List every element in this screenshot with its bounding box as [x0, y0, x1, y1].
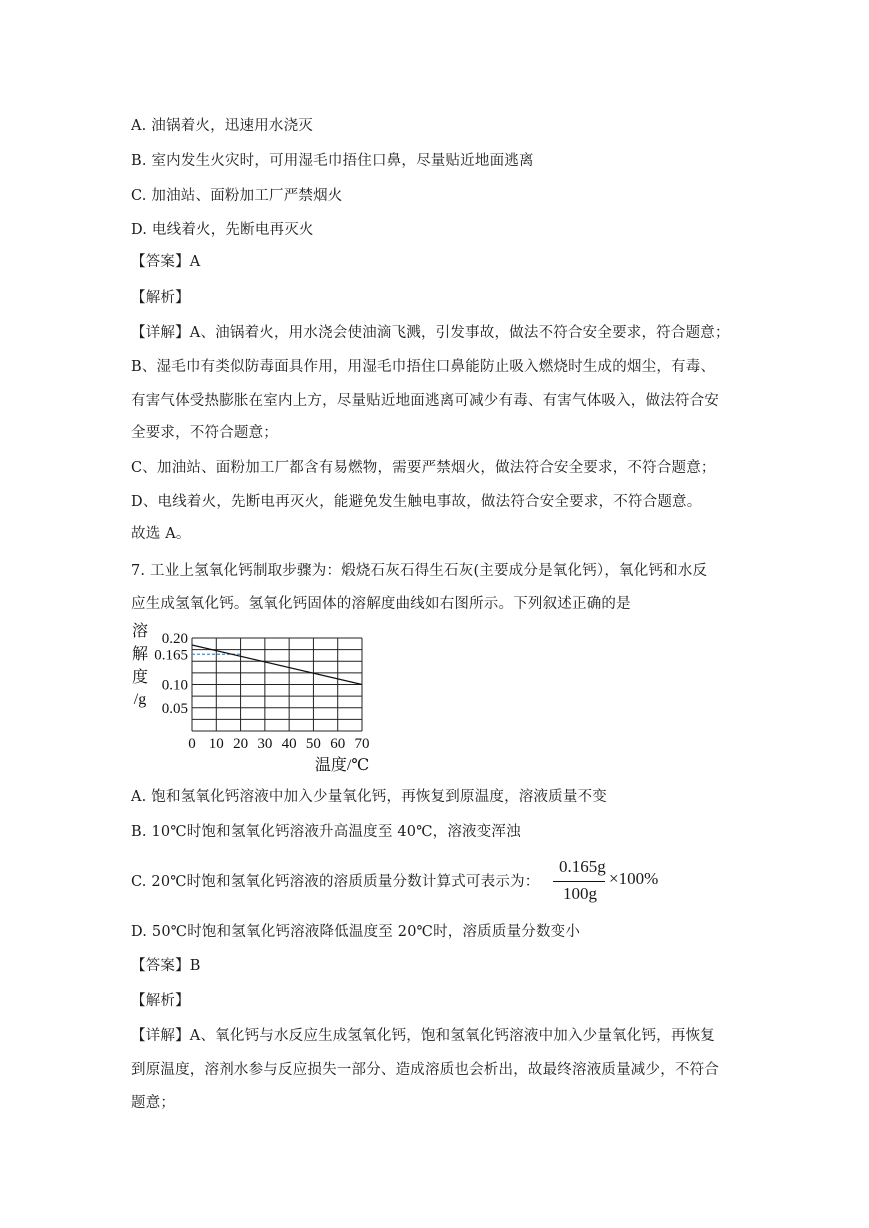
y-axis-label: 溶 [131, 623, 149, 640]
x-tick-label: 0 [188, 736, 196, 752]
q7-detail-line: 【详解】A、氧化钙与水反应生成氢氧化钙，饱和氢氧化钙溶液中加入少量氧化钙，再恢复 [131, 1028, 715, 1044]
x-tick-label: 30 [257, 736, 273, 752]
y-tick-label: 0.165 [154, 647, 188, 664]
q6-option-c: C. 加油站、面粉加工厂严禁烟火 [131, 188, 343, 204]
q6-option-b: B. 室内发生火灾时，可用湿毛巾捂住口鼻，尽量贴近地面逃离 [131, 153, 534, 169]
chart-marks [192, 645, 362, 685]
formula-denominator: 100g [563, 884, 597, 903]
q7-option-a: A. 饱和氢氧化钙溶液中加入少量氧化钙，再恢复到原温度，溶液质量不变 [131, 789, 607, 805]
x-tick-label: 10 [208, 736, 224, 752]
q7-stem: 应生成氢氧化钙。氢氧化钙固体的溶解度曲线如右图所示。下列叙述正确的是 [131, 596, 631, 612]
q6-detail-line: 有害气体受热膨胀在室内上方，尽量贴近地面逃离可减少有毒、有害气体吸入，做法符合安 [131, 393, 719, 409]
y-tick-label: 0.05 [161, 700, 188, 717]
solubility-curve [192, 645, 362, 685]
fraction-bar [553, 881, 605, 882]
q7-answer: 【答案】B [131, 958, 201, 974]
q6-detail-line: C、加油站、面粉加工厂都含有易燃物，需要严禁烟火，做法符合安全要求，不符合题意； [131, 460, 716, 476]
q7-analysis-heading: 【解析】 [131, 993, 190, 1009]
formula-multiplier: ×100% [609, 869, 659, 888]
q6-detail-line: 【详解】A、油锅着火，用水浇会使油滴飞溅，引发事故，做法不符合安全要求，符合题意； [131, 325, 730, 341]
q6-detail-line: 全要求，不符合题意； [131, 425, 278, 441]
x-tick-label: 60 [330, 736, 346, 752]
q6-detail-line: D、电线着火，先断电再灭火，能避免发生触电事故，做法符合安全要求，不符合题意。 [131, 494, 702, 510]
y-tick-label: 0.10 [161, 677, 188, 694]
q6-conclusion: 故选 A。 [131, 526, 191, 542]
q7-detail-line: 题意； [131, 1095, 176, 1111]
q7-option-c: C. 20℃时饱和氢氧化钙溶液的溶质质量分数计算式可表示为： [131, 874, 540, 890]
y-axis-label: /g [133, 691, 147, 708]
chart-grid [192, 638, 362, 731]
x-tick-label: 20 [233, 736, 249, 752]
y-axis-label: 解 [131, 646, 149, 663]
q6-detail-line: B、湿毛巾有类似防毒面具作用，用湿毛巾捂住口鼻能防止吸入燃烧时生成的烟尘，有毒、 [131, 359, 716, 375]
q6-option-d: D. 电线着火，先断电再灭火 [131, 222, 314, 238]
q6-analysis-heading: 【解析】 [131, 290, 190, 306]
q6-answer: 【答案】A [131, 254, 201, 270]
q6-option-a: A. 油锅着火，迅速用水浇灭 [131, 118, 313, 134]
chart-labels [132, 622, 370, 774]
formula-numerator: 0.165g [559, 857, 606, 876]
x-axis-label: 温度/℃ [314, 757, 370, 774]
q7-option-b: B. 10℃时饱和氢氧化钙溶液升高温度至 40℃，溶液变浑浊 [131, 824, 521, 840]
x-tick-label: 40 [281, 736, 297, 752]
solubility-chart [128, 618, 378, 776]
q7-stem: 7. 工业上氢氧化钙制取步骤为：煅烧石灰石得生石灰(主要成分是氧化钙），氧化钙和水反 [131, 563, 708, 579]
y-axis-label: 度 [131, 669, 149, 686]
x-tick-label: 50 [305, 736, 321, 752]
q7-option-d: D. 50℃时饱和氢氧化钙溶液降低温度至 20℃时，溶质质量分数变小 [131, 924, 581, 940]
q7-detail-line: 到原温度，溶剂水参与反应损失一部分、造成溶质也会析出，故最终溶液质量减少，不符合 [131, 1062, 719, 1078]
x-tick-label: 70 [354, 736, 370, 752]
y-tick-label: 0.20 [161, 631, 188, 647]
